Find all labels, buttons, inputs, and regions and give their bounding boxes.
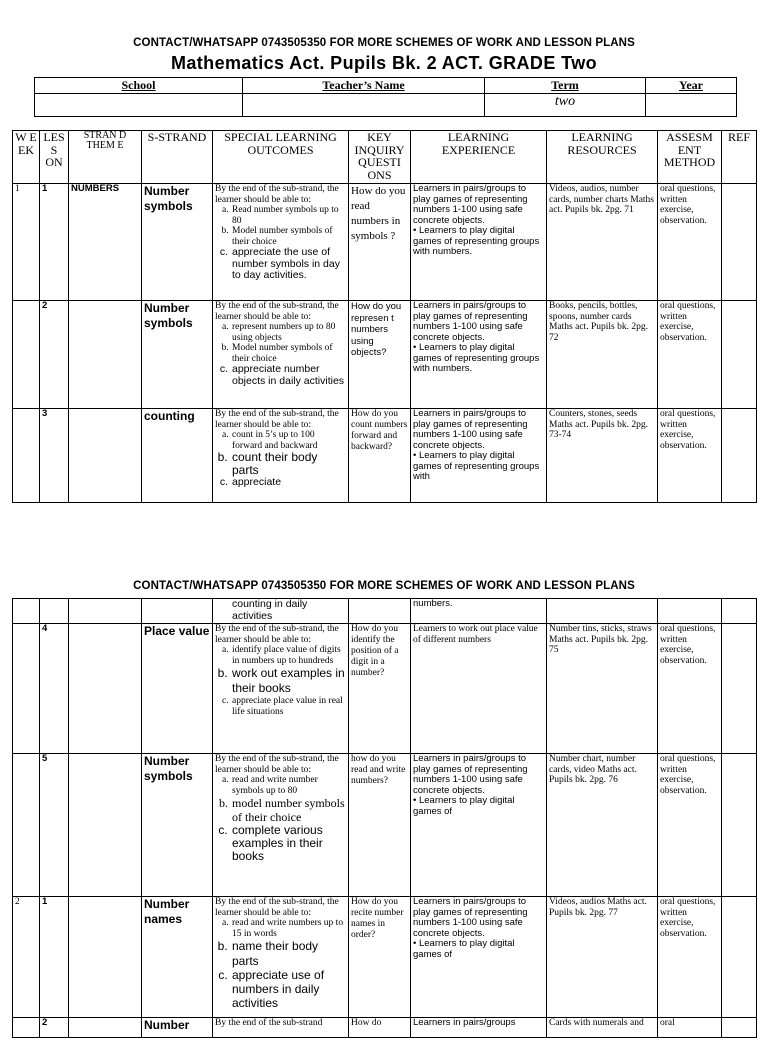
table-row bbox=[13, 184, 757, 301]
sub-strand-cell: Number symbols bbox=[144, 184, 193, 213]
strand-cell bbox=[69, 301, 142, 409]
assessment-cell: oral questions, written exercise, observation. bbox=[658, 754, 722, 897]
info-table bbox=[34, 77, 737, 117]
ref-cell bbox=[722, 184, 757, 301]
experience-cell bbox=[411, 184, 547, 301]
lesson-cell: 2 bbox=[40, 1018, 69, 1038]
inquiry-cell: How do you identify the position of a digit in a number? bbox=[351, 624, 399, 678]
inquiry-cell: How do bbox=[349, 1018, 411, 1038]
assessment-cell: oral questions, written exercise, observation. bbox=[658, 301, 722, 409]
experience-digital: • Learners to play digital games of bbox=[413, 938, 515, 960]
outcome-a: a. count in 5’s up to 100 forward and backward bbox=[231, 430, 346, 451]
school-label: School bbox=[35, 78, 243, 94]
inquiry-cell: How do you count numbers forward and backward? bbox=[351, 409, 408, 452]
outcomes-cell bbox=[213, 624, 349, 754]
outcome-a: a. represent numbers up to 80 using objects bbox=[231, 322, 346, 343]
outcome-a: a. read and write number symbols up to 80 bbox=[231, 775, 346, 796]
outcome-a: a. Read number symbols up to 80 bbox=[231, 205, 346, 226]
inquiry-cell: How do you read numbers in symbols ? bbox=[351, 185, 406, 242]
outcome-c: c. appreciate use of numbers in daily activities bbox=[231, 968, 346, 1010]
experience-cell bbox=[411, 897, 547, 1018]
contact-banner: CONTACT/WHATSAPP 0743505350 FOR MORE SCHEMES OF WORK AND LESSON PLANS bbox=[133, 37, 635, 49]
week-cell bbox=[13, 301, 40, 409]
header-week: W E EK bbox=[13, 131, 40, 184]
experience-digital: • Learners to play digital games of representing groups with numbers. bbox=[413, 342, 540, 374]
experience-cell bbox=[411, 301, 547, 409]
table-row bbox=[13, 301, 757, 409]
lesson-cell: 1 bbox=[40, 184, 69, 301]
week-cell: 1 bbox=[13, 184, 40, 301]
year-label: Year bbox=[646, 78, 737, 94]
outcome-c: c. complete various examples in their books bbox=[231, 824, 346, 863]
term-label: Term bbox=[485, 78, 646, 94]
outcome-intro: By the end of the sub-strand, the learner should be able to: bbox=[215, 754, 339, 775]
week-cell: 2 bbox=[13, 897, 40, 1018]
ref-cell bbox=[722, 301, 757, 409]
experience-continued: numbers. bbox=[411, 599, 547, 624]
ref-cell bbox=[722, 897, 757, 1018]
assessment-cell: oral questions, written exercise, observation. bbox=[658, 897, 722, 1018]
outcome-intro: By the end of the sub-strand, the learner should be able to: bbox=[215, 301, 339, 322]
experience-digital: • Learners to play digital games of bbox=[413, 795, 515, 817]
outcome-a: a. read and write numbers up to 15 in words bbox=[231, 918, 346, 939]
inquiry-cell: How do you recite number names in order? bbox=[351, 897, 404, 940]
year-value bbox=[646, 94, 737, 117]
term-value: two bbox=[485, 94, 646, 117]
inquiry-cell: how do you read and write numbers? bbox=[351, 754, 406, 786]
assessment-cell: oral questions, written exercise, observation. bbox=[658, 409, 722, 503]
inquiry-cell: How do you represen t numbers using objects? bbox=[351, 301, 402, 358]
table-row bbox=[13, 624, 757, 754]
strand-cell bbox=[69, 409, 142, 503]
sub-strand-cell: Number bbox=[144, 1018, 190, 1032]
experience-digital: • Learners to play digital games of representing groups with bbox=[413, 450, 540, 482]
resources-cell: Counters, stones, seeds Maths act. Pupils bk. 2pg. 73-74 bbox=[547, 409, 658, 503]
header-resources: LEARNING RESOURCES bbox=[547, 131, 658, 184]
outcomes-cell bbox=[213, 301, 349, 409]
ref-cell bbox=[722, 624, 757, 754]
experience-cell: Learners in pairs/groups bbox=[411, 1018, 547, 1038]
experience-main: Learners in pairs/groups to play games of representing numbers 1-100 using safe concrete objects. bbox=[413, 753, 528, 796]
week-cell bbox=[13, 624, 40, 754]
contact-banner-page2: CONTACT/WHATSAPP 0743505350 FOR MORE SCHEMES OF WORK AND LESSON PLANS bbox=[133, 580, 635, 592]
header-sub-strand: S-STRAND bbox=[142, 131, 213, 184]
outcome-b: b. model number symbols of their choice bbox=[231, 796, 346, 824]
sub-strand-cell: Number names bbox=[144, 897, 190, 926]
lesson-cell: 3 bbox=[40, 409, 69, 503]
outcome-intro: By the end of the sub-strand, the learner should be able to: bbox=[215, 897, 339, 918]
experience-main: Learners in pairs/groups to play games of representing numbers 1-100 using safe concrete objects. bbox=[413, 183, 528, 226]
experience-cell bbox=[411, 754, 547, 897]
outcomes-cell bbox=[213, 897, 349, 1018]
outcomes-cell bbox=[213, 409, 349, 503]
outcome-continued: counting in daily activities bbox=[232, 598, 308, 622]
lesson-cell: 1 bbox=[40, 897, 69, 1018]
header-outcomes: SPECIAL LEARNING OUTCOMES bbox=[213, 131, 349, 184]
scheme-table-page2 bbox=[12, 598, 757, 1038]
outcome-intro: By the end of the sub-strand, the learner should be able to: bbox=[215, 184, 339, 205]
week-cell bbox=[13, 409, 40, 503]
table-row bbox=[13, 599, 757, 624]
sub-strand-cell: Place value bbox=[144, 624, 210, 638]
table-row bbox=[13, 1018, 757, 1038]
experience-main: Learners in pairs/groups to play games of representing numbers 1-100 using safe concrete objects. bbox=[413, 300, 528, 343]
sub-strand-cell: Number symbols bbox=[144, 754, 193, 783]
resources-cell: Videos, audios Maths act. Pupils bk. 2pg. 77 bbox=[547, 897, 658, 1018]
outcome-b: b. Model number symbols of their choice bbox=[231, 226, 346, 247]
resources-cell: Books, pencils, bottles, spoons, number cards Maths act. Pupils bk. 2pg. 72 bbox=[547, 301, 658, 409]
experience-cell bbox=[411, 409, 547, 503]
outcome-intro: By the end of the sub-strand, the learner should be able to: bbox=[215, 409, 339, 430]
assessment-cell: oral questions, written exercise, observation. bbox=[658, 624, 722, 754]
assessment-cell: oral bbox=[658, 1018, 722, 1038]
outcome-b: b. work out examples in their books bbox=[231, 666, 346, 696]
sub-strand-cell: Number symbols bbox=[144, 301, 193, 330]
outcome-c: c. appreciate bbox=[231, 477, 346, 489]
outcome-intro: By the end of the sub-strand, the learner should be able to: bbox=[215, 624, 339, 645]
experience-digital: • Learners to play digital games of representing groups with numbers. bbox=[413, 225, 540, 257]
header-lesson: LES S ON bbox=[40, 131, 69, 184]
ref-cell bbox=[722, 754, 757, 897]
resources-cell: Videos, audios, number cards, number charts Maths act. Pupils bk. 2pg. 71 bbox=[547, 184, 658, 301]
outcome-intro: By the end of the sub-strand bbox=[213, 1018, 349, 1038]
resources-cell: Number tins, sticks, straws Maths act. Pupils bk. 2pg. 75 bbox=[547, 624, 658, 754]
scheme-table-page1 bbox=[12, 130, 757, 503]
outcome-c: c. appreciate place value in real life situations bbox=[231, 696, 346, 717]
school-value bbox=[35, 94, 243, 117]
experience-main: Learners in pairs/groups to play games of representing numbers 1-100 using safe concrete objects. bbox=[413, 896, 528, 939]
outcomes-cell bbox=[213, 184, 349, 301]
sub-strand-cell: counting bbox=[144, 409, 195, 423]
teacher-value bbox=[243, 94, 485, 117]
outcome-b: b. name their body parts bbox=[231, 939, 346, 968]
outcome-a: a. identify place value of digits in numbers up to hundreds bbox=[231, 645, 346, 666]
experience-main: Learners in pairs/groups to play games of representing numbers 1-100 using safe concrete objects. bbox=[413, 408, 528, 451]
document-title: Mathematics Act. Pupils Bk. 2 ACT. GRADE Two bbox=[170, 53, 597, 73]
strand-cell: NUMBERS bbox=[69, 184, 142, 301]
table-row bbox=[13, 897, 757, 1018]
lesson-cell: 5 bbox=[40, 754, 69, 897]
resources-cell: Number chart, number cards, video Maths act. Pupils bk. 2pg. 76 bbox=[547, 754, 658, 897]
ref-cell bbox=[722, 1018, 757, 1038]
header-inquiry: KEY INQUIRY QUESTI ONS bbox=[349, 131, 411, 184]
ref-cell bbox=[722, 409, 757, 503]
header-strand: STRAN D THEM E bbox=[69, 131, 142, 184]
outcome-c: c. appreciate number objects in daily activities bbox=[231, 364, 346, 387]
week-cell bbox=[13, 754, 40, 897]
outcome-b: b. count their body parts bbox=[231, 451, 346, 477]
outcome-c: c. appreciate the use of number symbols in day to day activities. bbox=[231, 247, 346, 282]
experience-cell: Learners to work out place value of different numbers bbox=[411, 624, 547, 754]
header-ref: REF bbox=[722, 131, 757, 184]
lesson-cell: 4 bbox=[40, 624, 69, 754]
teacher-label: Teacher’s Name bbox=[243, 78, 485, 94]
header-assessment: ASSESM ENT METHOD bbox=[658, 131, 722, 184]
assessment-cell: oral questions, written exercise, observation. bbox=[658, 184, 722, 301]
lesson-cell: 2 bbox=[40, 301, 69, 409]
outcome-b: b. Model number symbols of their choice bbox=[231, 343, 346, 364]
table-row bbox=[13, 754, 757, 897]
outcomes-cell bbox=[213, 754, 349, 897]
table-row bbox=[13, 409, 757, 503]
header-experience: LEARNING EXPERIENCE bbox=[411, 131, 547, 184]
resources-cell: Cards with numerals and bbox=[547, 1018, 658, 1038]
